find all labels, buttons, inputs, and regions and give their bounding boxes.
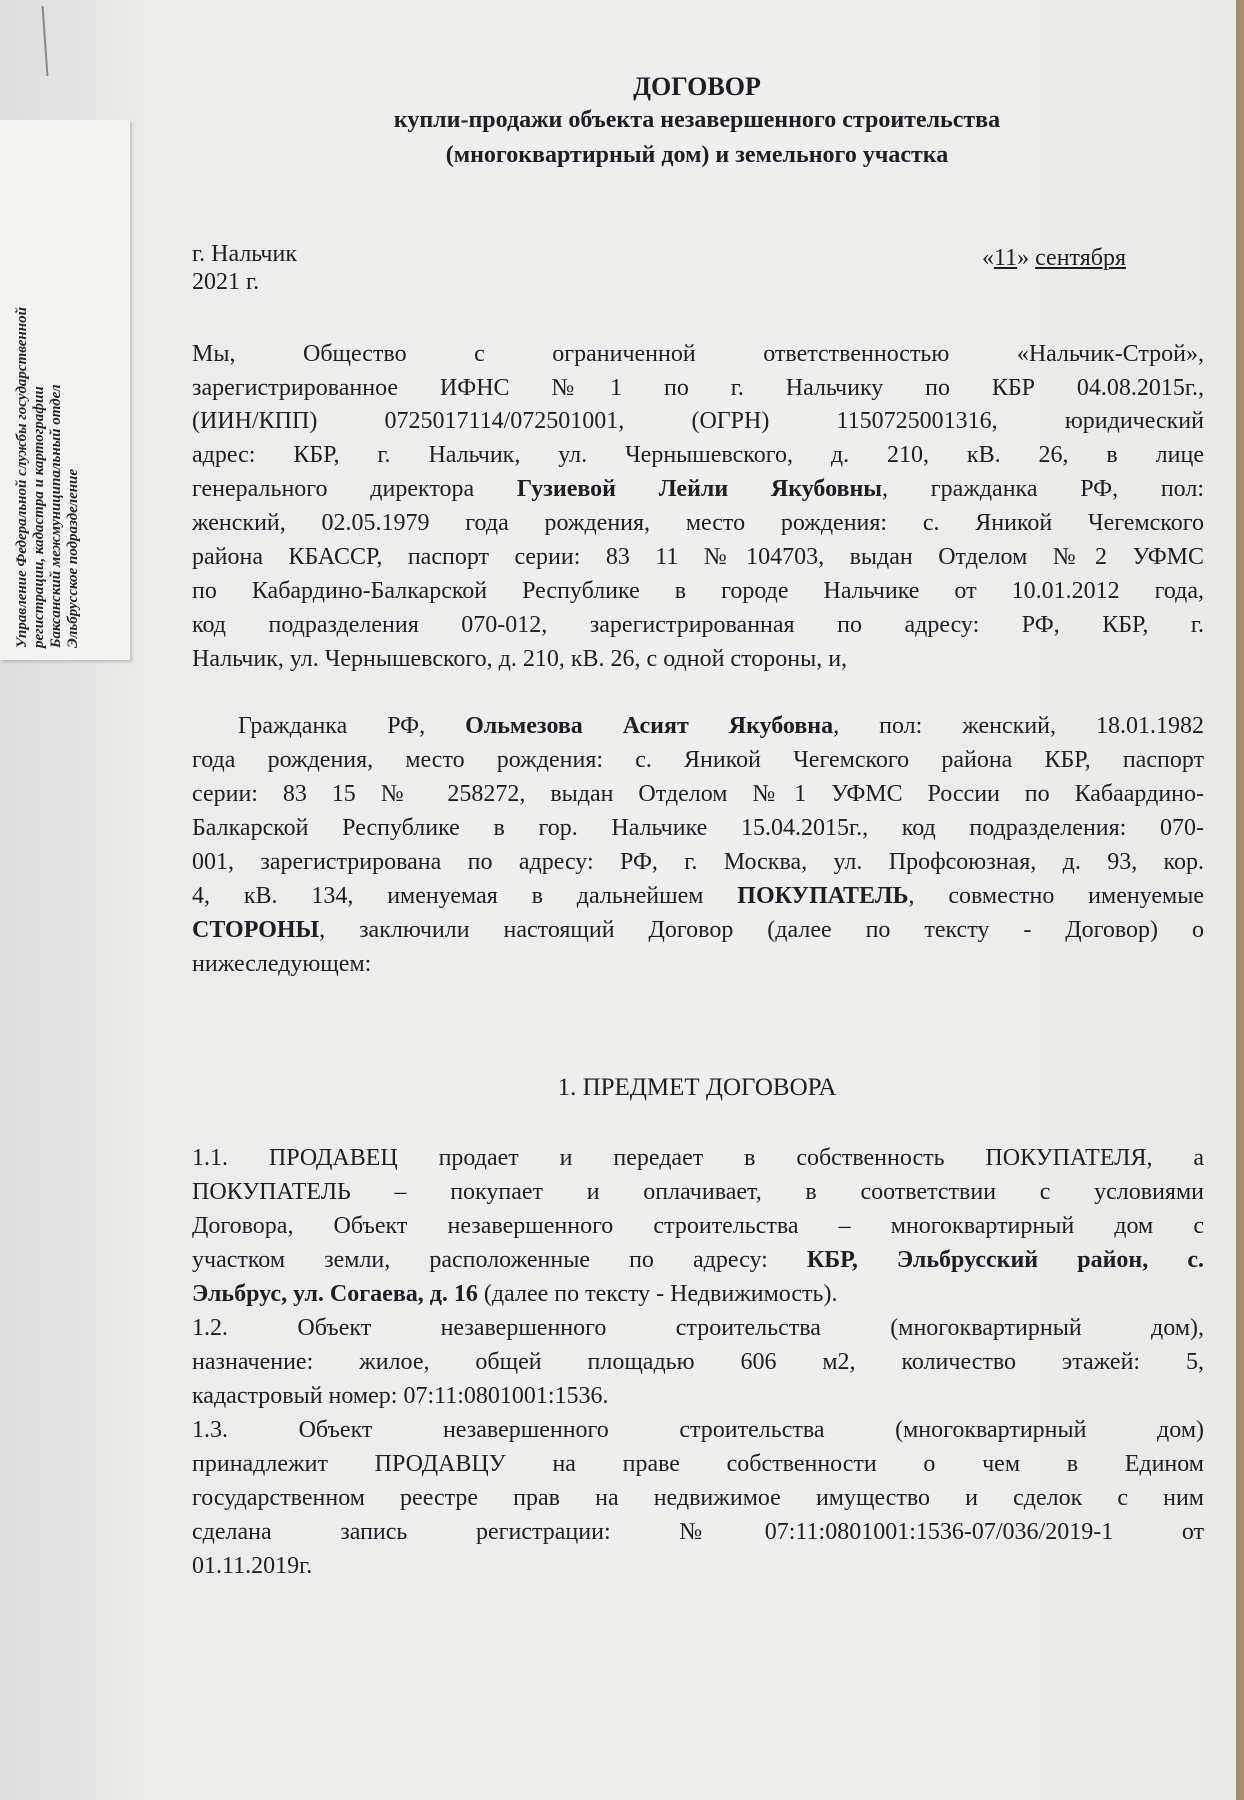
property-address: КБР, Эльбрусский район, с. [806, 1247, 1204, 1273]
contract-date [982, 242, 1126, 274]
parties-term: СТОРОНЫ [192, 917, 320, 943]
clause-1-3-line: 01.11.2019г. [192, 1553, 313, 1579]
para1-line: код подразделения 070-012, зарегистрированная по адресу: РФ, КБР, г. [192, 612, 1204, 638]
clause-1-1-line: Договора, Объект незавершенного строительства – многоквартирный дом с [192, 1213, 1204, 1239]
text-run: генерального директора [192, 476, 517, 502]
clause-1-3-line: сделана запись регистрации: №07:11:0801001:1536-07/036/2019-1 от [192, 1519, 1204, 1545]
clause-1-3-line: государственном реестре прав на недвижимое имущество и сделок с ним [192, 1485, 1204, 1511]
para2-line [192, 880, 1204, 912]
text-run: участком земли, расположенные по адресу: [192, 1247, 807, 1273]
para1-line: по Кабардино-Балкарской Республике в городе Нальчике от 10.01.2012 года, [192, 578, 1204, 604]
para2-line: Балкарской Республике в гор. Нальчике 15.04.2015г., код подразделения: 070- [192, 815, 1204, 841]
document-title: ДОГОВОР [633, 72, 761, 101]
text-run: 4, кВ. 134, именуемая в дальнейшем [192, 883, 738, 909]
registration-stamp-strip [0, 120, 130, 660]
stamp-line: Эльбрусское подразделение [65, 468, 81, 648]
para1-line: зарегистрированное ИФНС №1 по г. Нальчику по КБР 04.08.2015г., [192, 375, 1204, 401]
clause-1-1-line: ПОКУПАТЕЛЬ – покупает и оплачивает, в соответствии с условиями [192, 1179, 1204, 1205]
para2-line: года рождения, место рождения: с. Яникой Чегемского района КБР, паспорт [192, 747, 1204, 773]
clause-1-2-line: 1.2. Объект незавершенного строительства (многоквартирный дом), [192, 1315, 1204, 1341]
clause-1-2-line: кадастровый номер: 07:11:0801001:1536. [192, 1383, 609, 1409]
buyer-term: ПОКУПАТЕЛЬ [737, 883, 909, 909]
para1-line: адрес: КБР, г. Нальчик, ул. Чернышевского, д. 210, кВ. 26, в лице [192, 442, 1204, 468]
para1-line: района КБАССР, паспорт серии: 83 11 №104703, выдан Отделом №2 УФМС [192, 544, 1204, 570]
clause-1-2-line: назначение: жилое, общей площадью 606 м2, количество этажей: 5, [192, 1349, 1204, 1375]
document-subtitle-line2: (многоквартирный дом) и земельного участка [445, 142, 949, 168]
para2-line: нижеследующем: [192, 951, 372, 977]
text-run: Гражданка РФ, [238, 713, 466, 739]
para1-line: Нальчик, ул. Чернышевского, д. 210, кВ. 26, с одной стороны, и, [192, 646, 848, 672]
date-close-quote: » [1017, 245, 1030, 271]
text-run: , заключили настоящий Договор (далее по тексту - Договор) о [319, 917, 1204, 943]
place-year: 2021 г. [192, 269, 260, 295]
binding-thread [42, 6, 49, 76]
date-month: сентября [1035, 245, 1127, 271]
date-open-quote: « [982, 245, 994, 271]
date-day: 11 [994, 245, 1018, 271]
place-city: г. Нальчик [192, 241, 297, 267]
para2-line: серии: 83 15 № 258272, выдан Отделом №1 УФМС России по Кабаардино- [192, 781, 1204, 807]
clause-1-3-line: 1.3. Объект незавершенного строительства (многоквартирный дом) [192, 1417, 1204, 1443]
text-run: , пол: женский, 18.01.1982 [833, 713, 1204, 739]
clause-1-1-line [192, 1244, 1204, 1276]
clause-1-3-line: принадлежит ПРОДАВЦУ на праве собственности о чем в Едином [192, 1451, 1204, 1477]
section-heading: 1. ПРЕДМЕТ ДОГОВОРА [557, 1074, 837, 1101]
para1-line: Мы, Общество с ограниченной ответственностью «Нальчик-Строй», [192, 341, 1204, 367]
para2-line [238, 710, 1204, 742]
para1-line [192, 473, 1204, 505]
page-edge [1236, 0, 1244, 1800]
property-address-cont: Эльбрус, ул. Согаева, д. 16 [192, 1281, 478, 1307]
clause-1-1-line: 1.1. ПРОДАВЕЦ продает и передает в собственность ПОКУПАТЕЛЯ, а [192, 1145, 1204, 1171]
text-run: , совместно именуемые [908, 883, 1205, 909]
text-run: (далее по тексту - Недвижимость). [477, 1281, 838, 1307]
para2-line: 001, зарегистрирована по адресу: РФ, г. Москва, ул. Профсоюзная, д. 93, кор. [192, 849, 1204, 875]
stamp-line: Управление Федеральной службы государственной [14, 307, 30, 648]
buyer-name: Ольмезова Асият Якубовна [465, 713, 834, 739]
registration-stamp-text [14, 148, 118, 648]
text-run: , гражданка РФ, пол: [882, 476, 1204, 502]
para1-line: (ИИН/КПП) 0725017114/072501001, (ОГРН) 1150725001316, юридический [192, 408, 1204, 434]
stamp-line: Баксанский межмуниципальный отдел [48, 384, 64, 648]
stamp-line: регистрации, кадастра и картографии [31, 386, 47, 648]
director-name: Гузиевой Лейли Якубовны [516, 476, 883, 502]
document-subtitle-line1: купли-продажи объекта незавершенного строительства [393, 107, 1001, 133]
para1-line: женский, 02.05.1979 года рождения, место рождения: с. Яникой Чегемского [192, 510, 1204, 536]
clause-1-1-line [192, 1278, 1204, 1310]
para2-line [192, 914, 1204, 946]
